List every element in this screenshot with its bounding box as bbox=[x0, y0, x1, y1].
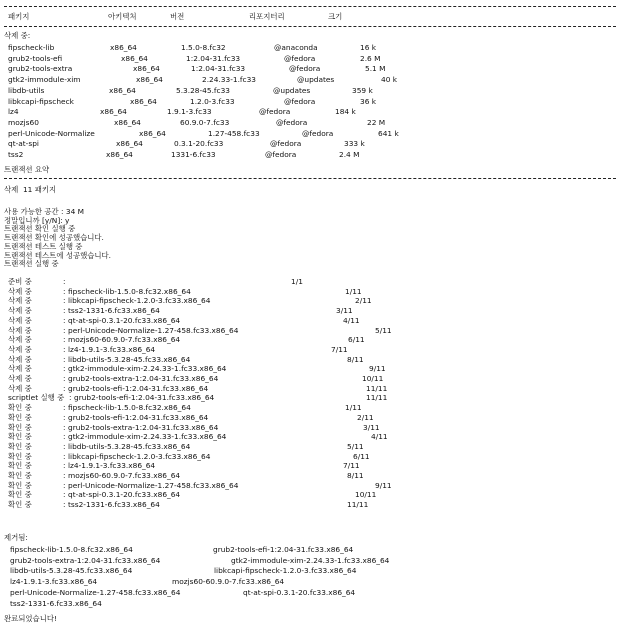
step-separator: : bbox=[63, 383, 66, 393]
step-package: grub2-tools-extra-1:2.04-31.fc33.x86_64 bbox=[68, 374, 219, 383]
step-separator: : bbox=[63, 461, 66, 471]
step-progress: 10/11 bbox=[362, 374, 384, 383]
package-name: qt-at-spi bbox=[8, 139, 39, 149]
step-action: 확인 중 bbox=[8, 471, 32, 480]
package-name: perl-Unicode-Normalize bbox=[8, 128, 95, 138]
removed-package: tss2-1331-6.fc33.x86_64 bbox=[10, 599, 102, 608]
step-separator: : bbox=[63, 451, 66, 461]
package-version: 1:2.04-31.fc33 bbox=[191, 64, 246, 74]
removed-package: mozjs60-60.9.0-7.fc33.x86_64 bbox=[172, 577, 285, 586]
step-action: 삭제 중 bbox=[8, 315, 32, 325]
package-repo: @fedora bbox=[265, 150, 297, 159]
step-separator: : bbox=[63, 277, 66, 286]
step-action: 삭제 중 bbox=[8, 383, 32, 393]
package-repo: @updates bbox=[273, 85, 311, 95]
step-action: 삭제 중 bbox=[8, 306, 32, 316]
status-message: 정말입니까 [y/N]: y bbox=[4, 215, 70, 225]
package-repo: @fedora bbox=[284, 96, 316, 106]
status-message: 트랜잭션 실행 중 bbox=[4, 259, 59, 269]
package-arch: x86_64 bbox=[116, 139, 143, 149]
step-progress: 4/11 bbox=[343, 315, 360, 325]
step-package: grub2-tools-efi-1:2.04-31.fc33.x86_64 bbox=[68, 383, 209, 393]
step-separator: : bbox=[63, 441, 66, 451]
step-package: perl-Unicode-Normalize-1.27-458.fc33.x86_64 bbox=[68, 480, 239, 490]
package-repo: @fedora bbox=[270, 139, 302, 149]
package-arch: x86_64 bbox=[139, 128, 166, 138]
removed-package: grub2-tools-extra-1:2.04-31.fc33.x86_64 bbox=[10, 556, 161, 565]
package-repo: @updates bbox=[297, 75, 335, 85]
package-version: 1:2.04-31.fc33 bbox=[186, 53, 241, 63]
package-size: 5.1 M bbox=[365, 64, 386, 74]
step-progress: 9/11 bbox=[375, 480, 392, 490]
package-version: 2.24.33-1.fc33 bbox=[202, 75, 256, 85]
status-message: 트랜잭션 확인에 성공했습니다. bbox=[4, 233, 104, 243]
step-separator: : bbox=[69, 393, 72, 403]
package-arch: x86_64 bbox=[114, 117, 141, 127]
status-message: 트랜잭션 테스트에 성공했습니다. bbox=[4, 250, 112, 260]
package-size: 16 k bbox=[360, 43, 377, 52]
step-package: lz4-1.9.1-3.fc33.x86_64 bbox=[68, 344, 156, 354]
step-action: 삭제 중 bbox=[8, 325, 32, 335]
step-action: 확인 중 bbox=[8, 490, 32, 500]
package-version: 1.27-458.fc33 bbox=[208, 128, 260, 138]
package-size: 359 k bbox=[352, 85, 373, 95]
step-action: 확인 중 bbox=[8, 461, 32, 471]
step-separator: : bbox=[63, 354, 66, 364]
step-package: tss2-1331-6.fc33.x86_64 bbox=[68, 500, 160, 510]
step-progress: 1/11 bbox=[345, 286, 362, 296]
step-package: perl-Unicode-Normalize-1.27-458.fc33.x86_64 bbox=[68, 325, 239, 335]
summary-title: 트랜잭션 요약 bbox=[4, 165, 50, 174]
step-package: libkcapi-fipscheck-1.2.0-3.fc33.x86_64 bbox=[68, 296, 211, 306]
package-name: gtk2-immodule-xim bbox=[8, 75, 81, 85]
removed-label: 제거됨: bbox=[4, 533, 28, 542]
step-package: libkcapi-fipscheck-1.2.0-3.fc33.x86_64 bbox=[68, 451, 211, 461]
step-separator: : bbox=[63, 286, 66, 296]
step-progress: 11/11 bbox=[366, 393, 388, 403]
package-version: 1.5.0-8.fc32 bbox=[181, 43, 226, 52]
package-size: 22 M bbox=[367, 117, 386, 127]
separator-summary bbox=[4, 178, 616, 179]
step-separator: : bbox=[63, 480, 66, 490]
package-repo: @fedora bbox=[259, 107, 291, 117]
complete-message: 완료되었습니다! bbox=[4, 614, 57, 623]
step-progress: 10/11 bbox=[355, 490, 377, 500]
step-package: fipscheck-lib-1.5.0-8.fc32.x86_64 bbox=[68, 286, 191, 296]
package-version: 60.9.0-7.fc33 bbox=[180, 117, 230, 127]
header-version: 버전 bbox=[170, 12, 185, 21]
step-progress: 4/11 bbox=[371, 432, 388, 442]
step-progress: 3/11 bbox=[336, 306, 353, 316]
package-name: mozjs60 bbox=[8, 117, 39, 127]
summary-line: 삭제 11 패키지 bbox=[4, 185, 57, 194]
separator-top bbox=[4, 6, 616, 7]
step-progress: 9/11 bbox=[369, 364, 386, 374]
step-separator: : bbox=[63, 306, 66, 316]
step-separator: : bbox=[63, 325, 66, 335]
step-progress: 5/11 bbox=[375, 325, 392, 335]
step-action: 확인 중 bbox=[8, 451, 32, 461]
package-size: 2.6 M bbox=[360, 53, 381, 63]
package-size: 641 k bbox=[378, 128, 399, 138]
package-size: 184 k bbox=[335, 107, 356, 117]
package-name: libkcapi-fipscheck bbox=[8, 96, 74, 106]
package-version: 1.9.1-3.fc33 bbox=[167, 107, 212, 117]
header-package: 패키지 bbox=[8, 12, 30, 21]
package-name: libdb-utils bbox=[8, 85, 45, 95]
step-separator: : bbox=[63, 490, 66, 500]
header-arch: 아키텍처 bbox=[108, 12, 137, 21]
step-action: 확인 중 bbox=[8, 412, 32, 422]
package-name: fipscheck-lib bbox=[8, 43, 55, 52]
removed-package: lz4-1.9.1-3.fc33.x86_64 bbox=[10, 577, 98, 586]
step-action: 확인 중 bbox=[8, 480, 32, 490]
step-progress: 11/11 bbox=[347, 500, 369, 510]
step-package: mozjs60-60.9.0-7.fc33.x86_64 bbox=[68, 471, 181, 480]
step-action: 준비 중 bbox=[8, 277, 32, 286]
package-size: 36 k bbox=[360, 96, 377, 106]
package-arch: x86_64 bbox=[121, 53, 148, 63]
package-version: 0.3.1-20.fc33 bbox=[174, 139, 224, 149]
step-package: grub2-tools-extra-1:2.04-31.fc33.x86_64 bbox=[68, 422, 219, 432]
package-name: grub2-tools-extra bbox=[8, 64, 73, 74]
step-progress: 6/11 bbox=[353, 451, 370, 461]
step-action: 삭제 중 bbox=[8, 286, 32, 296]
step-action: 삭제 중 bbox=[8, 374, 32, 383]
status-message: 트랜잭션 테스트 실행 중 bbox=[4, 241, 83, 251]
step-action: 삭제 중 bbox=[8, 335, 32, 345]
step-separator: : bbox=[63, 432, 66, 442]
step-package: libdb-utils-5.3.28-45.fc33.x86_64 bbox=[68, 441, 191, 451]
step-separator: : bbox=[63, 315, 66, 325]
removed-package: libdb-utils-5.3.28-45.fc33.x86_64 bbox=[10, 566, 133, 575]
removed-package: grub2-tools-efi-1:2.04-31.fc33.x86_64 bbox=[213, 545, 354, 554]
step-progress: 8/11 bbox=[347, 471, 364, 480]
step-separator: : bbox=[63, 403, 66, 413]
package-repo: @anaconda bbox=[274, 43, 318, 52]
step-separator: : bbox=[63, 500, 66, 510]
removed-package: qt-at-spi-0.3.1-20.fc33.x86_64 bbox=[243, 588, 356, 597]
package-arch: x86_64 bbox=[130, 96, 157, 106]
header-repository: 리포지터리 bbox=[249, 12, 285, 21]
package-repo: @fedora bbox=[302, 128, 334, 138]
package-size: 2.4 M bbox=[339, 150, 360, 159]
removed-package: libkcapi-fipscheck-1.2.0-3.fc33.x86_64 bbox=[214, 566, 357, 575]
package-arch: x86_64 bbox=[110, 43, 137, 52]
header-size: 크기 bbox=[328, 12, 343, 21]
package-repo: @fedora bbox=[284, 53, 316, 63]
step-action: 삭제 중 bbox=[8, 364, 32, 374]
step-package: grub2-tools-efi-1:2.04-31.fc33.x86_64 bbox=[68, 412, 209, 422]
package-name: lz4 bbox=[8, 107, 19, 117]
step-package: libdb-utils-5.3.28-45.fc33.x86_64 bbox=[68, 354, 191, 364]
step-progress: 2/11 bbox=[357, 412, 374, 422]
removed-package: fipscheck-lib-1.5.0-8.fc32.x86_64 bbox=[10, 545, 133, 554]
status-message: 사용 가능한 공간 : 34 M bbox=[4, 207, 84, 216]
step-progress: 7/11 bbox=[343, 461, 360, 471]
package-repo: @fedora bbox=[276, 117, 308, 127]
package-arch: x86_64 bbox=[133, 64, 160, 74]
step-package: grub2-tools-efi-1:2.04-31.fc33.x86_64 bbox=[74, 393, 215, 403]
step-progress: 7/11 bbox=[331, 344, 348, 354]
step-separator: : bbox=[63, 422, 66, 432]
package-name: grub2-tools-efi bbox=[8, 53, 63, 63]
step-package: lz4-1.9.1-3.fc33.x86_64 bbox=[68, 461, 156, 471]
package-arch: x86_64 bbox=[136, 75, 163, 85]
step-package: qt-at-spi-0.3.1-20.fc33.x86_64 bbox=[68, 315, 181, 325]
step-action: 삭제 중 bbox=[8, 354, 32, 364]
step-package: mozjs60-60.9.0-7.fc33.x86_64 bbox=[68, 335, 181, 345]
step-progress: 3/11 bbox=[363, 422, 380, 432]
step-action: 확인 중 bbox=[8, 403, 32, 413]
step-separator: : bbox=[63, 471, 66, 480]
step-package: fipscheck-lib-1.5.0-8.fc32.x86_64 bbox=[68, 403, 191, 413]
step-action: 확인 중 bbox=[8, 441, 32, 451]
step-action: 삭제 중 bbox=[8, 344, 32, 354]
package-arch: x86_64 bbox=[100, 107, 127, 117]
step-action: 확인 중 bbox=[8, 432, 32, 442]
separator-header bbox=[4, 26, 616, 27]
step-package: tss2-1331-6.fc33.x86_64 bbox=[68, 306, 160, 316]
step-separator: : bbox=[63, 412, 66, 422]
removing-label: 삭제 중: bbox=[4, 31, 31, 40]
step-progress: 1/1 bbox=[291, 277, 303, 286]
step-action: 삭제 중 bbox=[8, 296, 32, 306]
step-package: gtk2-immodule-xim-2.24.33-1.fc33.x86_64 bbox=[68, 364, 227, 374]
package-size: 40 k bbox=[381, 75, 398, 85]
step-action: 확인 중 bbox=[8, 422, 32, 432]
step-separator: : bbox=[63, 344, 66, 354]
package-arch: x86_64 bbox=[109, 85, 136, 95]
step-progress: 8/11 bbox=[347, 354, 364, 364]
status-message: 트랜잭션 확인 실행 중 bbox=[4, 224, 76, 234]
step-progress: 2/11 bbox=[355, 296, 372, 306]
step-action: 확인 중 bbox=[8, 500, 32, 510]
package-repo: @fedora bbox=[289, 64, 321, 74]
step-package: gtk2-immodule-xim-2.24.33-1.fc33.x86_64 bbox=[68, 432, 227, 442]
step-separator: : bbox=[63, 296, 66, 306]
step-progress: 11/11 bbox=[366, 383, 388, 393]
package-arch: x86_64 bbox=[106, 150, 133, 159]
package-version: 1.2.0-3.fc33 bbox=[190, 96, 235, 106]
step-progress: 6/11 bbox=[348, 335, 365, 345]
step-separator: : bbox=[63, 374, 66, 383]
step-progress: 1/11 bbox=[345, 403, 362, 413]
package-name: tss2 bbox=[8, 150, 24, 159]
removed-package: gtk2-immodule-xim-2.24.33-1.fc33.x86_64 bbox=[231, 556, 390, 565]
package-size: 333 k bbox=[344, 139, 365, 149]
step-separator: : bbox=[63, 335, 66, 345]
removed-package: perl-Unicode-Normalize-1.27-458.fc33.x86_64 bbox=[10, 588, 181, 597]
step-package: qt-at-spi-0.3.1-20.fc33.x86_64 bbox=[68, 490, 181, 500]
package-version: 1331-6.fc33 bbox=[171, 150, 216, 159]
step-separator: : bbox=[63, 364, 66, 374]
package-version: 5.3.28-45.fc33 bbox=[176, 85, 230, 95]
step-action: scriptlet 실행 중 bbox=[8, 393, 65, 403]
step-progress: 5/11 bbox=[347, 441, 364, 451]
